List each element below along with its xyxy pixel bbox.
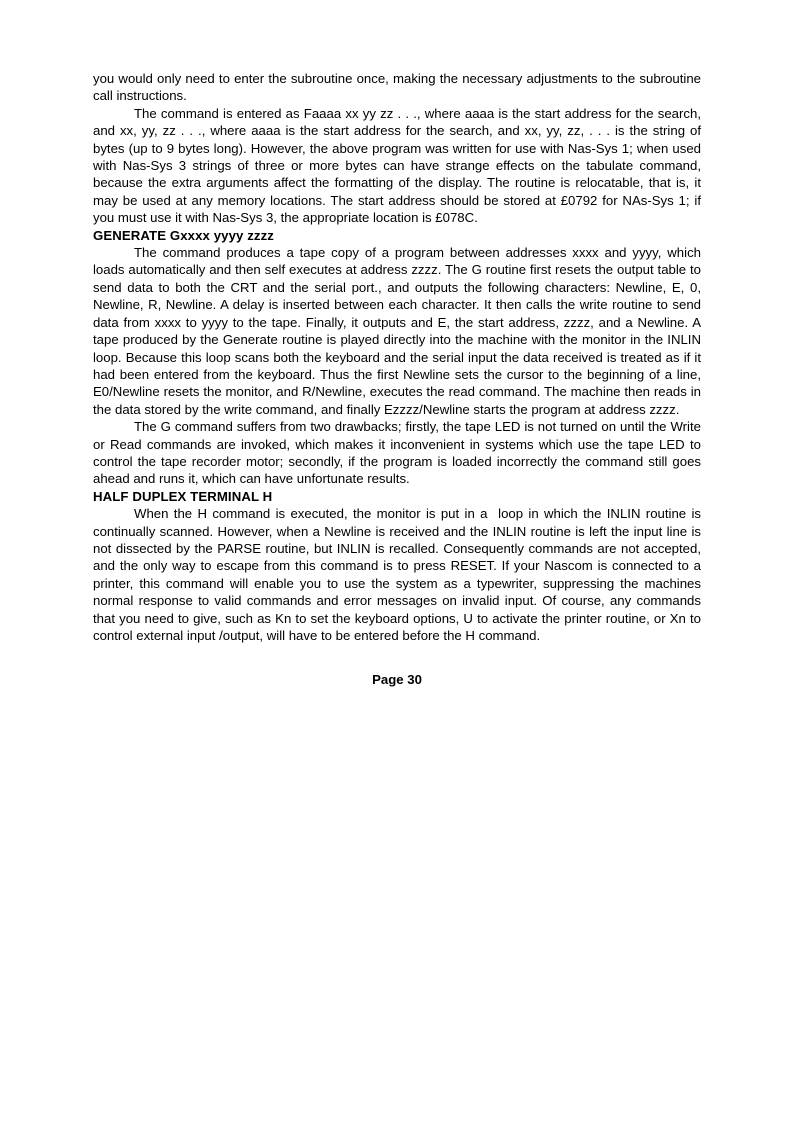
page-content (93, 70, 705, 689)
heading-half-duplex-terminal: HALF DUPLEX TERMINAL H (93, 488, 273, 504)
paragraph-continuation: you would only need to enter the subroutine once, making the necessary adjustments to the subroutine call instructions. (93, 71, 705, 104)
paragraph-half-duplex-description: When the H command is executed, the monitor is put in a loop in which the INLIN routine is continually scanned. However, when a Newline is received and the INLIN routine is left the input line is not dissected by the PARSE routine, but INLIN is recalled. Consequently commands are not accepted, and the only way to escape from this command is to press RESET. If your Nascom is connected to a printer, this command will enable you to use the system as a typewriter, suppressing the machines normal response to valid commands and error messages on invalid input. Of course, any commands that you need to give, such as Kn to set the keyboard options, U to activate the printer routine, or Xn to control external input /output, will have to be entered before the H command. (93, 506, 705, 643)
paragraph-search-command: The command is entered as Faaaa xx yy zz . . ., where aaaa is the start address for the search, and xx, yy, zz . . ., where aaaa is the start address for the search, and xx, yy, zz, . . . is the string of bytes (up to 9 bytes long). However, the above program was written for use with Nas-Sys 1; when used with Nas-Sys 3 strings of three or more bytes can have strange effects on the tabulate command, because the extra arguments affect the formatting of the display. The routine is relocatable, that is, it may be used at any memory locations. The start address should be stored at £0792 for NAs-Sys 1; if you must use it with Nas-Sys 3, the appropriate location is £078C. (93, 105, 705, 226)
paragraph-generate-drawbacks: The G command suffers from two drawbacks; firstly, the tape LED is not turned on until the Write or Read commands are invoked, which makes it inconvenient in systems which use the tape LED to control the tape recorder motor; secondly, if the program is loaded incorrectly the command still goes ahead and runs it, which can have unfortunate results. (93, 419, 705, 487)
heading-generate: GENERATE Gxxxx yyyy zzzz (93, 227, 274, 243)
page-number-footer: Page 30 (372, 672, 422, 688)
paragraph-generate-description: The command produces a tape copy of a program between addresses xxxx and yyyy, which loads automatically and then self executes at address zzzz. The G routine first resets the output table to send data to both the CRT and the serial port., and outputs the following characters: Newline, E, 0, Newline, R, Newline. A delay is inserted between each character. It then calls the write routine to send data from xxxx to yyyy to the tape. Finally, it outputs and E, the start address, zzzz, and a Newline. A tape produced by the Generate routine is played directly into the machine with the monitor in the INLIN loop. Because this loop scans both the keyboard and the serial input the data received is treated as if it had been entered from the keyboard. Thus the first Newline sets the cursor to the beginning of a line, E0/Newline resets the monitor, and R/Newline, executes the read command. The machine then reads in the data stored by the write command, and finally Ezzzz/Newline starts the program at address zzzz. (93, 245, 705, 417)
